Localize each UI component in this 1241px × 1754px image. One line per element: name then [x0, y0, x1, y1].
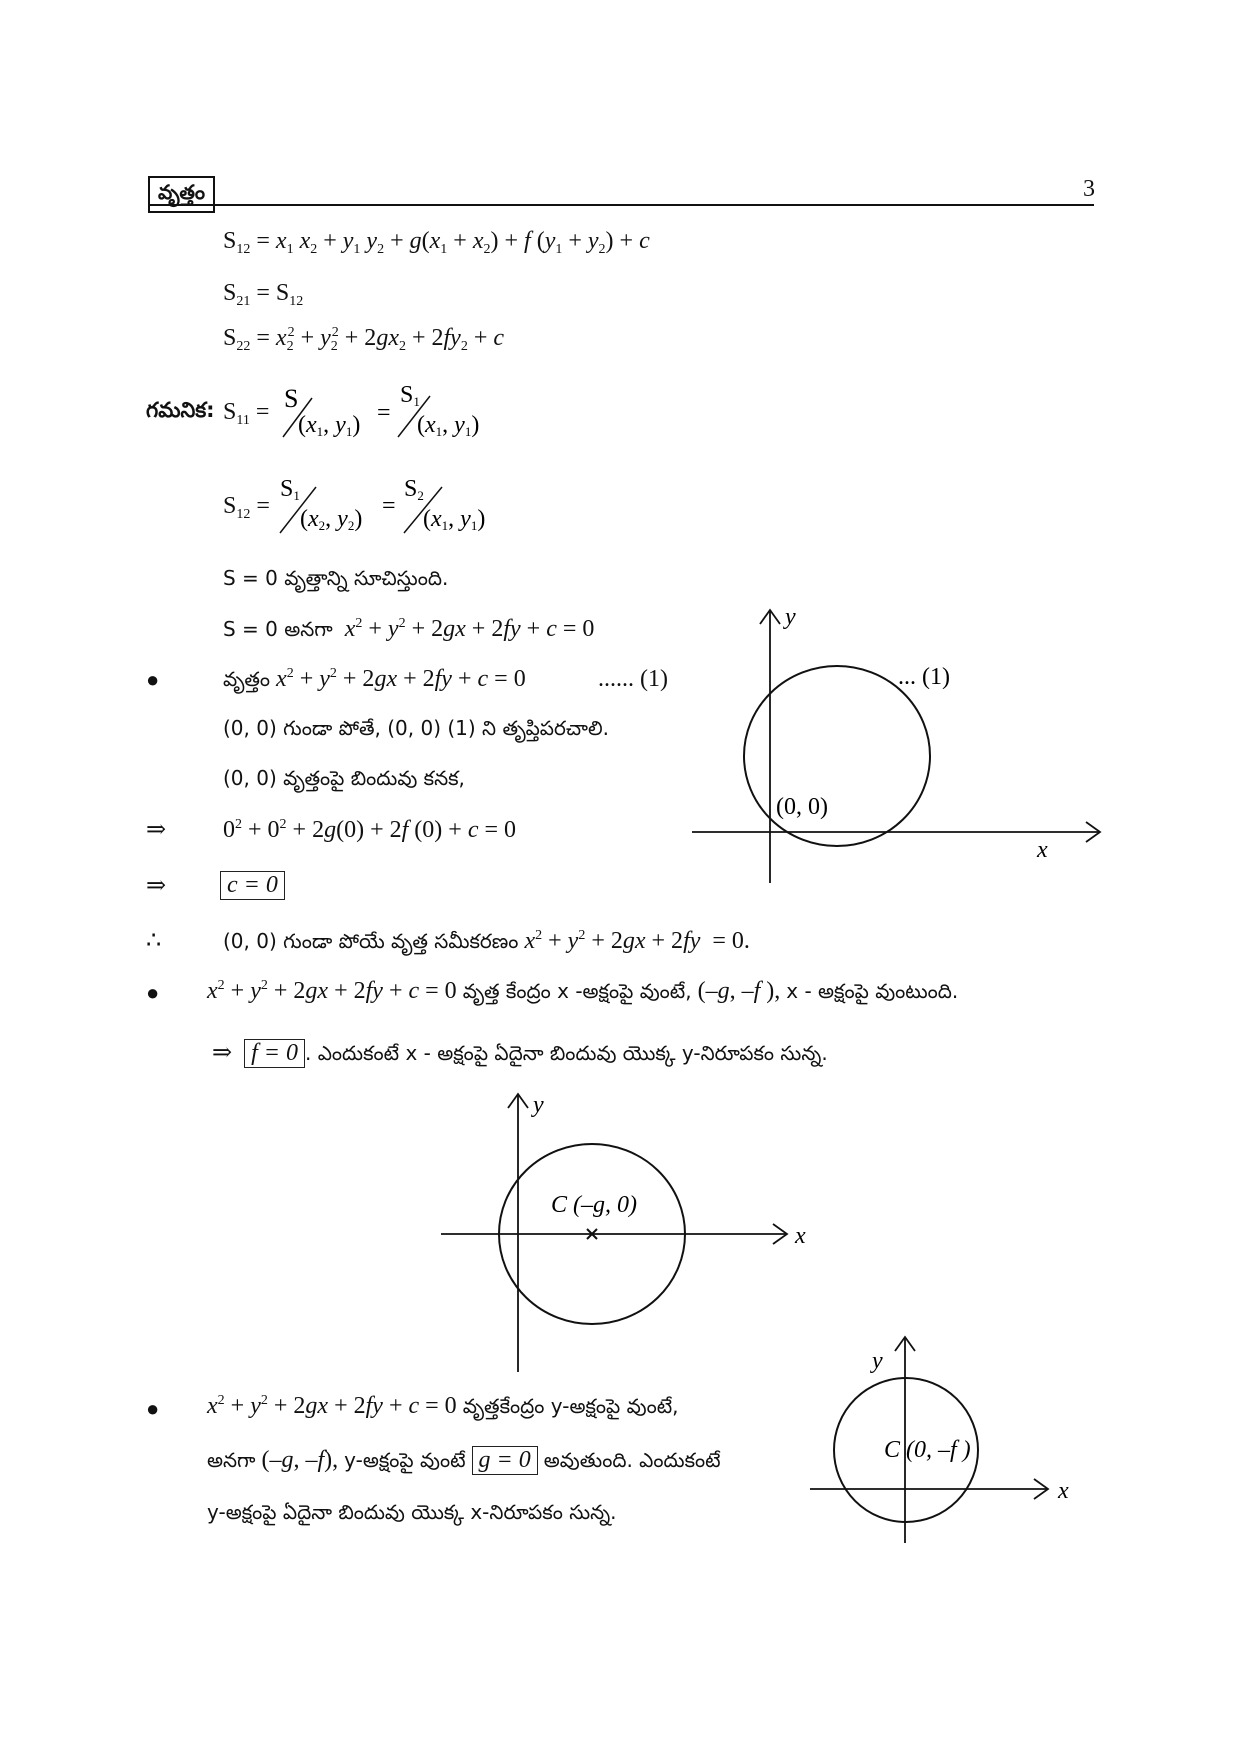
fig1-eq-label: ... (1) — [898, 664, 950, 690]
fig3-y-label: y — [872, 1348, 883, 1374]
fig1-circle — [744, 666, 930, 846]
eq-circle-1: వృత్తం $x^2 + y^2 + 2gx + 2fy + c = 0$ — [223, 666, 526, 692]
text-center-x-axis: $x^2 + y^2 + 2gx + 2fy + c = 0$ వృత్త కేంద్రం x -అక్షంపై వుంటే, (–g, –f ), x - అక్షంపై వుంటుంది. — [207, 978, 959, 1004]
bullet-1: ● — [146, 667, 160, 692]
center-y-text-a: వృత్తకేంద్రం y-అక్షంపై వుంటే, — [462, 1394, 679, 1418]
eq-substitute-origin: $0^2 + 0^2 + 2g(0) + 2f$ (0) + c = 0 — [223, 817, 517, 843]
c-zero-box — [220, 871, 285, 900]
eq-origin-circle: (0, 0) గుండా పోయే వృత్త సమీకరణం $x^2 + y^2 + 2gx + 2fy = 0$. — [223, 928, 750, 954]
text-s0-circle: S = 0 వృత్తాన్ని సూచిస్తుంది. — [223, 566, 449, 590]
svg-text:(x1, y1): (x1, y1) — [417, 412, 480, 439]
fig1-y-label: y — [785, 604, 796, 630]
therefore-text: (0, 0) గుండా పోయే వృత్త సమీకరణం — [223, 929, 519, 953]
eq-s12-fractions — [278, 473, 518, 537]
svg-text:S2: S2 — [404, 476, 424, 503]
frac-s-num: S — [284, 384, 299, 413]
text-f-zero-line — [212, 1039, 828, 1068]
center-y-text-b3: అవుతుంది. ఎందుకంటే — [543, 1448, 721, 1472]
eq-number-1: ...... (1) — [598, 666, 668, 692]
implies-3: ⇒ — [212, 1040, 233, 1066]
center-y-text-b2: y-అక్షంపై వుంటే — [344, 1448, 466, 1472]
text-s0-means: S = 0 అనగా $x^2 + y^2 + 2gx + 2fy + c = 0$ — [223, 616, 595, 642]
eq-s11-lhs: $S_{11}$ = — [223, 399, 270, 428]
f-zero-reason: . ఎందుకంటే x - అక్షంపై ఏదైనా బిందువు యొక్క y-నిరూపకం సున్న. — [304, 1041, 828, 1065]
eq-s12-s: S — [223, 493, 237, 519]
header-rule — [148, 204, 1094, 206]
frac-s1-num: S1 — [280, 476, 300, 503]
therefore-end: = 0. — [712, 928, 750, 954]
eq-s21: $S_{21} = S_{12}$ — [223, 280, 304, 309]
text-origin-on-circle: (0, 0) వృత్తంపై బిందువు కనక, — [223, 766, 465, 790]
text-center-y-reason: y-అక్షంపై ఏదైనా బిందువు యొక్క x-నిరూపకం సున్న. — [207, 1500, 617, 1524]
figure-center-on-x-axis — [435, 1088, 825, 1378]
f-zero: f = 0 — [244, 1039, 305, 1068]
fig3-center-label: C (0, –f ) — [884, 1437, 971, 1463]
eq-s11-s: S — [223, 399, 237, 425]
figure-origin-circle — [680, 600, 1110, 890]
svg-text:(x1, y1): (x1, y1) — [423, 506, 486, 533]
center-x-text-b: x - అక్షంపై వుంటుంది. — [786, 979, 959, 1003]
implies-1: ⇒ — [146, 817, 167, 843]
figure-center-on-y-axis — [800, 1325, 1100, 1555]
therefore-1: ∴ — [146, 928, 162, 954]
text-through-origin: (0, 0) గుండా పోతే, (0, 0) (1) ని తృప్తిపరచాలి. — [223, 716, 609, 740]
center-x-text-a: వృత్త కేంద్రం x -అక్షంపై వుంటే, — [462, 979, 692, 1003]
eq-s11-fractions — [282, 382, 492, 442]
eq-s12: $S_{12} = x_1$ $x_2 + y_1$ $y_2 + g(x_1 + x_2) + f$ $(y_1 + y_2) + c$ — [223, 228, 650, 257]
fig2-y-label: y — [533, 1092, 544, 1118]
svg-text:(x2, y2): (x2, y2) — [300, 506, 363, 533]
center-y-text-b1: అనగా — [207, 1448, 256, 1472]
s0-means-label: S = 0 అనగా — [223, 617, 333, 641]
bullet-2: ● — [146, 980, 160, 1005]
c-zero: c = 0 — [220, 871, 285, 900]
eq-s12-lhs: $S_{12}$ = — [223, 493, 270, 522]
fig1-x-label: x — [1037, 837, 1048, 863]
bullet-3: ● — [146, 1396, 160, 1421]
svg-text:=: = — [377, 400, 391, 426]
fig1-origin-label: (0, 0) — [776, 794, 828, 820]
eq-s21-rhs: S — [275, 280, 290, 306]
text-center-y-axis: $x^2 + y^2 + 2gx + 2fy + c = 0$ వృత్తకేంద్రం y-అక్షంపై వుంటే, — [207, 1393, 679, 1419]
page-number: 3 — [1083, 176, 1095, 202]
svg-text:S1: S1 — [400, 382, 420, 409]
note-label: గమనిక: — [146, 398, 215, 422]
fig2-x-label: x — [795, 1223, 806, 1249]
circle-word: వృత్తం — [223, 667, 271, 691]
fig3-x-label: x — [1058, 1478, 1069, 1504]
text-g-zero-line: అనగా (–g, –f), y-అక్షంపై వుంటే g = 0 అవుతుంది. ఎందుకంటే — [207, 1446, 721, 1475]
svg-text:(x1, y1): (x1, y1) — [298, 412, 361, 439]
implies-2: ⇒ — [146, 873, 167, 899]
svg-text:=: = — [382, 493, 396, 519]
g-zero: g = 0 — [472, 1446, 538, 1475]
eq-s22: $S_{22} = x_2^2 + y_2^2 + 2gx_2 + 2fy_2 + c$ — [223, 325, 505, 354]
fig2-center-label: C (–g, 0) — [551, 1192, 637, 1218]
chapter-tag: వృత్తం — [148, 176, 215, 213]
